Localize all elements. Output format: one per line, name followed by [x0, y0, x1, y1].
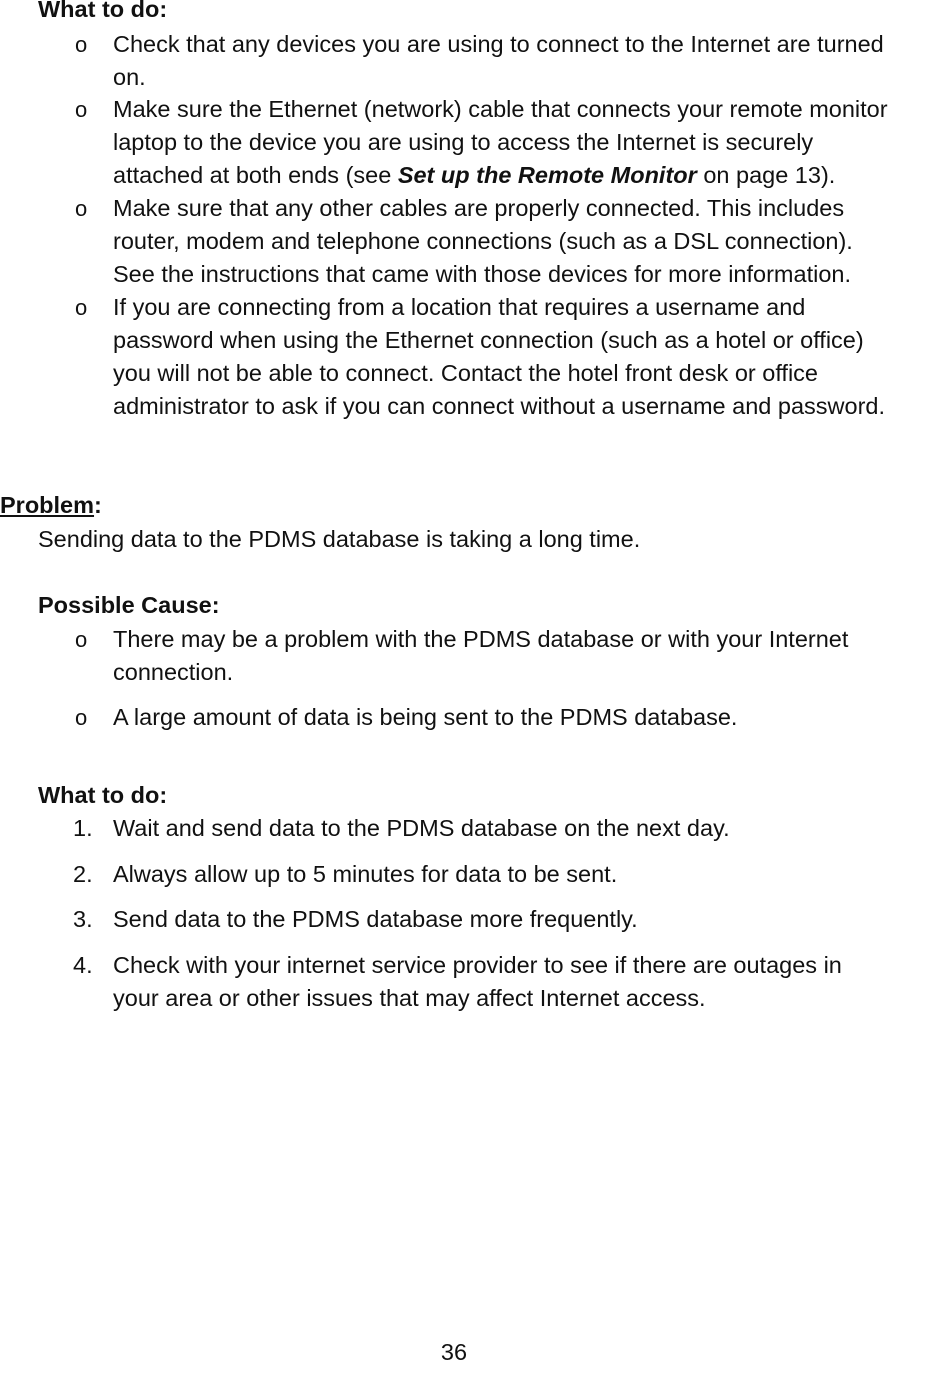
list-item-line: If you are connecting from a location that requires a username and	[113, 294, 806, 320]
bullet-marker: o	[75, 627, 88, 652]
list-item-line: Make sure the Ethernet (network) cable that connects your remote monitor	[113, 96, 888, 122]
list-item-line: administrator to ask if you can connect without a username and password.	[113, 393, 885, 419]
list-item-line: Send data to the PDMS database more frequently.	[113, 906, 638, 932]
list-item-line: connection.	[113, 659, 234, 685]
list-item-line: Check with your internet service provider to see if there are outages in	[113, 952, 842, 978]
list-item-line: See the instructions that came with those devices for more information.	[113, 261, 851, 287]
list-item-line: laptop to the device you are using to access the Internet is securely	[113, 129, 814, 155]
list-item-line: your area or other issues that may affect Internet access.	[113, 985, 706, 1011]
page-number: 36	[440, 1339, 468, 1365]
bullet-marker: o	[75, 32, 88, 57]
line-prefix: attached at both ends (see	[113, 162, 398, 188]
what-to-do-heading: What to do:	[38, 0, 168, 22]
list-item-line: router, modem and telephone connections (such as a DSL connection).	[113, 228, 853, 254]
bullet-marker: o	[75, 295, 88, 320]
problem-colon: :	[94, 492, 102, 518]
list-item-line: Make sure that any other cables are properly connected. This includes	[113, 195, 845, 221]
step-number: 1.	[73, 815, 93, 841]
list-item-line	[113, 159, 936, 192]
step-number: 4.	[73, 952, 93, 978]
list-item-line: A large amount of data is being sent to the PDMS database.	[113, 704, 738, 730]
possible-cause-heading: Possible Cause:	[38, 592, 220, 618]
list-item-line: password when using the Ethernet connection (such as a hotel or office)	[113, 327, 864, 353]
list-item-line: you will not be able to connect. Contact the hotel front desk or office	[113, 360, 818, 386]
list-item-line: There may be a problem with the PDMS database or with your Internet	[113, 626, 849, 652]
list-item-line: on.	[113, 64, 146, 90]
line-suffix: on page 13).	[696, 162, 836, 188]
what-to-do-heading-2: What to do:	[38, 782, 168, 808]
list-item-line: Wait and send data to the PDMS database on the next day.	[113, 815, 730, 841]
list-item-line: Always allow up to 5 minutes for data to be sent.	[113, 861, 618, 887]
bullet-marker: o	[75, 97, 88, 122]
problem-heading	[0, 489, 102, 522]
bullet-marker: o	[75, 705, 88, 730]
bullet-marker: o	[75, 196, 88, 221]
problem-description: Sending data to the PDMS database is taking a long time.	[38, 526, 641, 552]
setup-remote-monitor-reference: Set up the Remote Monitor	[397, 162, 697, 188]
list-item-line: Check that any devices you are using to connect to the Internet are turned	[113, 31, 884, 57]
problem-label: Problem	[0, 492, 95, 518]
step-number: 2.	[73, 861, 93, 887]
step-number: 3.	[73, 906, 93, 932]
